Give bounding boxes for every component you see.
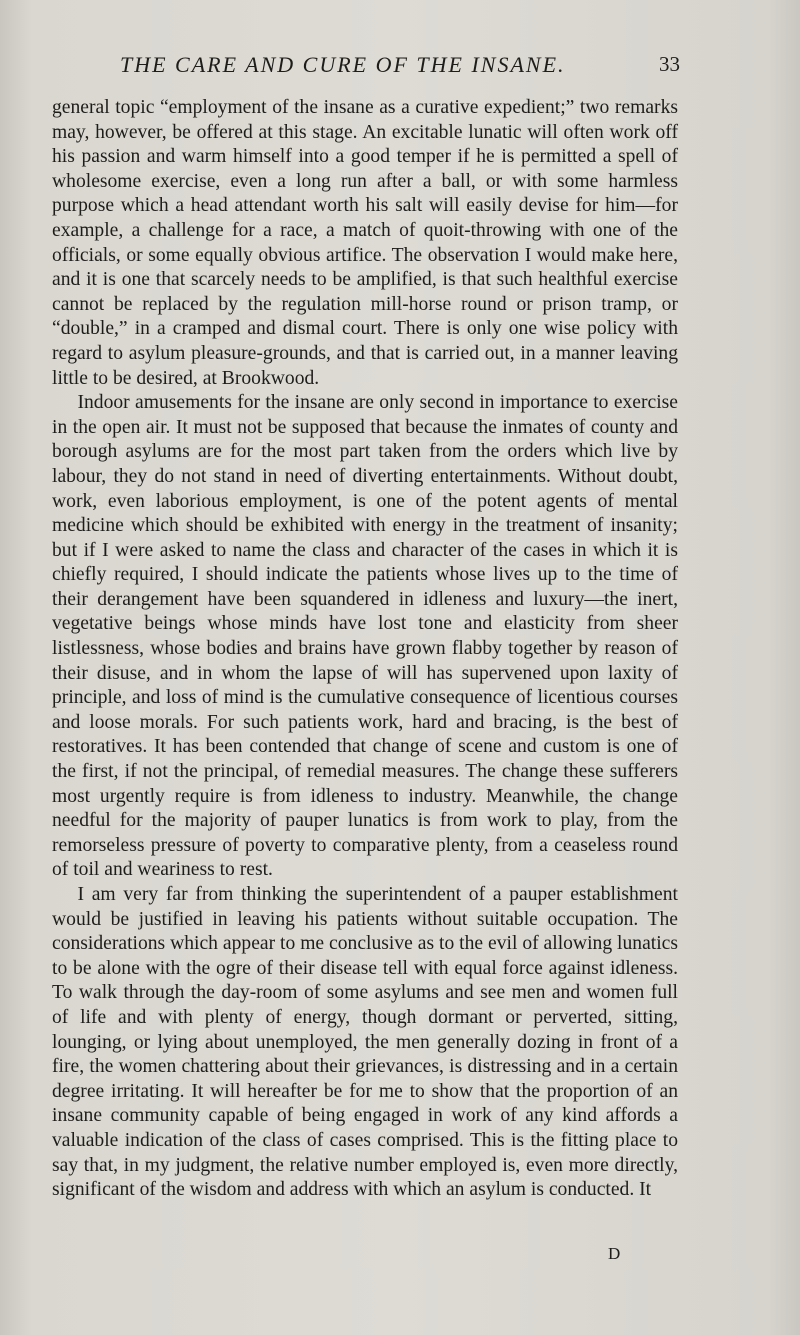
paragraph: Indoor amusements for the insane are only second in importance to exercise in the open air. It must not be supposed that because the inmates of county and borough asylums are for the most part taken from the orders which live by labour, they do not stand in need of diverting entertainments. Without doubt, work, even laborious employment, is one of the potent agents of mental medicine which should be exhibited with energy in the treatment of insanity; but if I were asked to name the class and character of the cases in which it is chiefly required, I should indicate the patients whose lives up to the time of their derangement have been squandered in idleness and luxury—the inert, vegetative beings whose minds have lost tone and elasticity from sheer listlessness, whose bodies and brains have grown flabby together by reason of their disuse, and in whom the lapse of will has supervened upon laxity of principle, and loss of mind is the cumulative consequence of licentious courses and loose morals. For such patients work, hard and bracing, is the best of restoratives. It has been contended that change of scene and custom is one of the first, if not the principal, of remedial measures. The change these sufferers most urgently require is from idleness to industry. Meanwhile, the change needful for the majority of pauper lunatics is from work to play, from the remorseless pressure of poverty to comparative plenty, from a ceaseless round of toil and weariness to rest. bbox=[52, 392, 678, 881]
paragraph: general topic “employment of the insane as a curative expedient;” two remarks may, however, be offered at this stage. An excitable lunatic will often work off his passion and warm himself into a good temper if he is permitted a spell of wholesome exercise, even a long run after a ball, or with some harmless purpose which a head attendant worth his salt will easily devise for him—for example, a challenge for a race, a match of quoit-throwing with one of the officials, or some equally obvious artifice. The observation I would make here, and it is one that scarcely needs to be amplified, is that such healthful exercise cannot be replaced by the regulation mill-horse round or prison tramp, or “double,” in a cramped and dismal court. There is only one wise policy with regard to asylum pleasure-grounds, and that is carried out, in a manner leaving little to be desired, at Brookwood. bbox=[52, 97, 678, 389]
running-title: THE CARE AND CURE OF THE INSANE. bbox=[120, 52, 566, 77]
page-header bbox=[60, 52, 680, 84]
paragraph: I am very far from thinking the superintendent of a pauper establishment would be justified in leaving his patients without suitable occupation. The considerations which appear to me conclusive as to the evil of allowing lunatics to be alone with the ogre of their disease tell with equal force against idleness. To walk through the day-room of some asylums and see men and women full of life and with plenty of energy, though dormant or perverted, sitting, lounging, or lying about unemployed, the men generally dozing in front of a fire, the women chattering about their grievances, is distressing and in a certain degree irritating. It will hereafter be for me to show that the proportion of an insane community capable of being engaged in work of any kind affords a valuable indication of the class of cases comprised. This is the fitting place to say that, in my judgment, the relative number employed is, even more directly, significant of the wisdom and address with which an asylum is conducted. It bbox=[52, 884, 678, 1201]
body-text bbox=[52, 96, 678, 1203]
page-number: 33 bbox=[659, 52, 680, 76]
signature-mark: D bbox=[608, 1244, 622, 1263]
